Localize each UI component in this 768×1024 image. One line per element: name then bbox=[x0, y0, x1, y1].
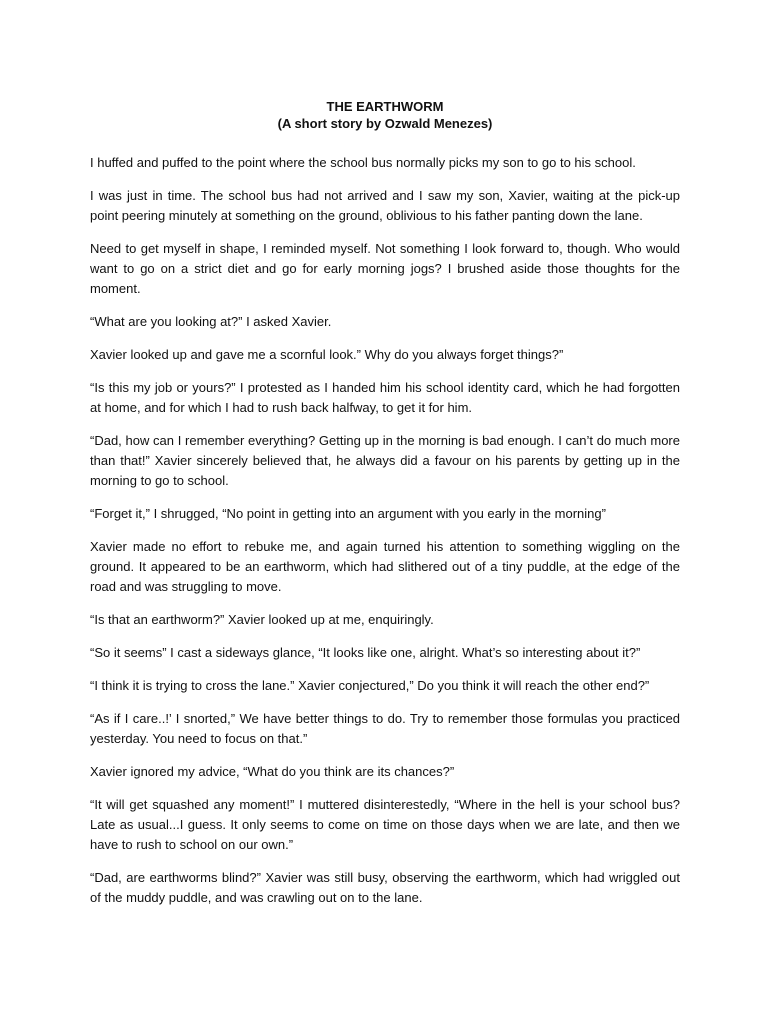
paragraph: “So it seems” I cast a sideways glance, “It looks like one, alright. What’s so interesting about it?” bbox=[90, 645, 641, 660]
paragraph: “It will get squashed any moment!” I muttered disinterestedly, “Where in the hell is your school bus? Late as usual...I guess. It only seems to come on time on those days when we are late, and then we have to rush to school on our own.” bbox=[90, 797, 680, 852]
paragraph: “Forget it,” I shrugged, “No point in getting into an argument with you early in the morning” bbox=[90, 506, 606, 521]
paragraph: I was just in time. The school bus had not arrived and I saw my son, Xavier, waiting at the pick-up point peering minutely at something on the ground, oblivious to his father panting down the lane. bbox=[90, 188, 680, 223]
paragraph: “I think it is trying to cross the lane.” Xavier conjectured,” Do you think it will reach the other end?” bbox=[90, 678, 650, 693]
paragraph: Xavier ignored my advice, “What do you think are its chances?” bbox=[90, 764, 455, 779]
paragraph: “Dad, how can I remember everything? Getting up in the morning is bad enough. I can’t do much more than that!” Xavier sincerely believed that, he always did a favour on his parents by getting up in the morning to go to school. bbox=[90, 433, 680, 488]
paragraph: Xavier looked up and gave me a scornful look.” Why do you always forget things?” bbox=[90, 347, 564, 362]
story-body bbox=[90, 153, 680, 908]
paragraph: “As if I care..!’ I snorted,” We have better things to do. Try to remember those formulas you practiced yesterday. You need to focus on that.” bbox=[90, 711, 680, 746]
paragraph: Xavier made no effort to rebuke me, and again turned his attention to something wiggling on the ground. It appeared to be an earthworm, which had slithered out of a tiny puddle, at the edge of the road and was struggling to move. bbox=[90, 539, 680, 594]
paragraph: Need to get myself in shape, I reminded myself. Not something I look forward to, though. Who would want to go on a strict diet and go for early morning jogs? I brushed aside those thoughts for the moment. bbox=[90, 241, 680, 296]
title-block bbox=[90, 98, 680, 132]
story-title: THE EARTHWORM bbox=[326, 99, 444, 114]
paragraph: “Dad, are earthworms blind?” Xavier was still busy, observing the earthworm, which had wriggled out of the muddy puddle, and was crawling out on to the lane. bbox=[90, 870, 680, 905]
story-byline: (A short story by Ozwald Menezes) bbox=[277, 116, 493, 131]
paragraph: “Is this my job or yours?” I protested as I handed him his school identity card, which he had forgotten at home, and for which I had to rush back halfway, to get it for him. bbox=[90, 380, 680, 415]
paragraph: “Is that an earthworm?” Xavier looked up at me, enquiringly. bbox=[90, 612, 434, 627]
paragraph: “What are you looking at?” I asked Xavier. bbox=[90, 314, 332, 329]
paragraph: I huffed and puffed to the point where the school bus normally picks my son to go to his school. bbox=[90, 155, 636, 170]
